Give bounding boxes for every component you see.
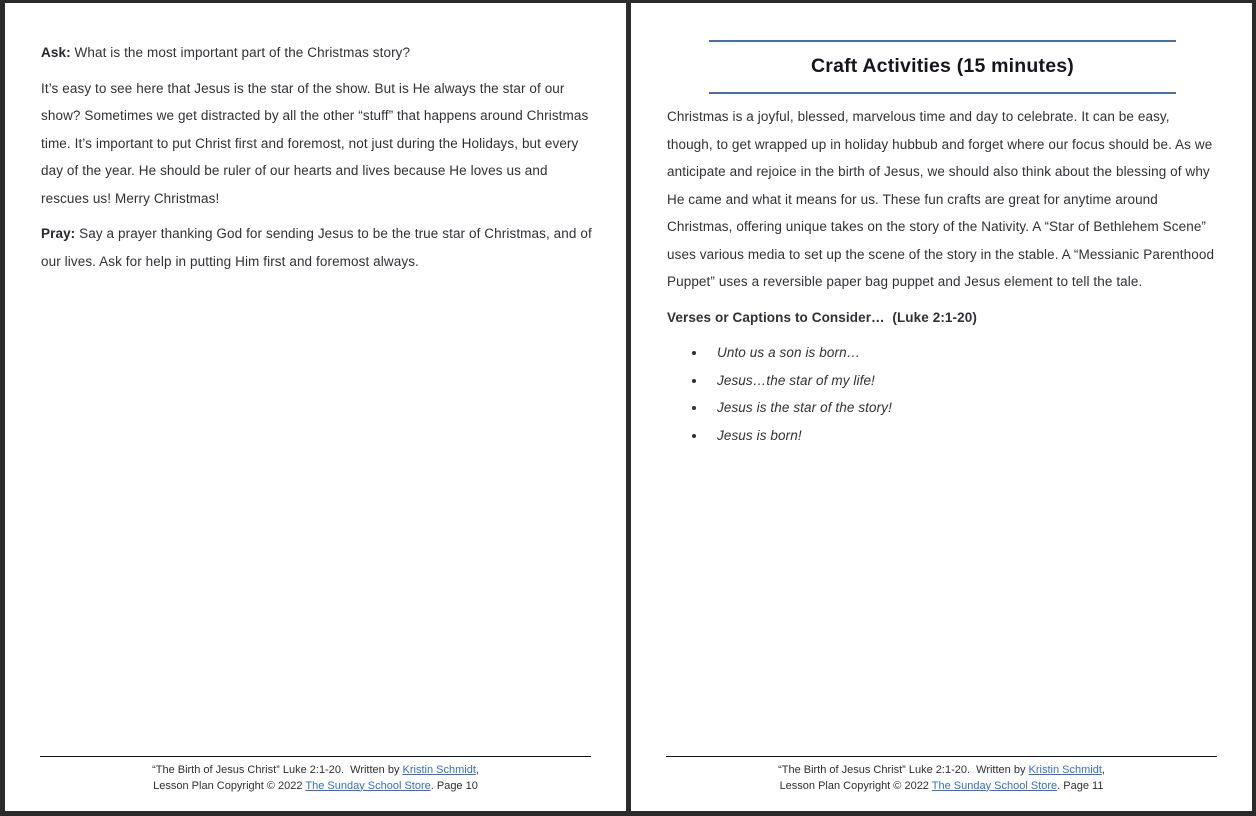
page-left (5, 3, 626, 811)
page-right (631, 3, 1252, 811)
verses-heading: Verses or Captions to Consider… (Luke 2:1-20) (667, 309, 977, 325)
footer-line1-after: , (1101, 764, 1105, 776)
footer-title-text: “The Birth of Jesus Christ” Luke 2:1-20. Written by (778, 764, 1029, 776)
heading-rule-bottom (709, 92, 1176, 94)
page-right-content (631, 3, 1252, 449)
footer-line-2 (666, 779, 1217, 795)
verse-bullet: • Unto us a son is born… (707, 339, 1218, 367)
verse-bullet: • Jesus is born! (707, 422, 1218, 450)
footer-line-1 (40, 763, 591, 779)
page-right-footer (666, 756, 1217, 794)
craft-intro-paragraph: Christmas is a joyful, blessed, marvelous time and day to celebrate. It can be easy, though, to get wrapped up in holiday hubbub and forget where our focus should be. As we anticipate and rejoice in the birth of Jesus, we should also think about the blessing of why He came and what it means for us. These fun crafts are great for anytime around Christmas, offering unique takes on the story of the Nativity. A “Star of Bethlehem Scene” uses various media to set up the scene of the story in the stable. A “Messianic Parenthood Puppet” uses a reversible paper bag puppet and Jesus element to tell the tale. (667, 109, 1215, 289)
footer-line-2 (40, 779, 591, 795)
footer-title-text: “The Birth of Jesus Christ” Luke 2:1-20. Written by (152, 764, 403, 776)
store-link[interactable]: The Sunday School Store (305, 779, 431, 792)
page-number-left: . Page 10 (430, 779, 478, 792)
lesson-body-paragraph: It’s easy to see here that Jesus is the star of the show. But is He always the star of our show? Sometimes we get distracted by all the other “stuff” that happens around Christmas time. It’s important to put Christ first and foremost, not just during the Holidays, but every day of the year. He should be ruler of our hearts and lives because He loves us and rescues us! Merry Christmas! (41, 80, 589, 206)
page-number-right: . Page 11 (1057, 779, 1104, 792)
section-title: Craft Activities (15 minutes) (811, 55, 1074, 77)
footer-text (40, 763, 591, 794)
footer-copyright-text: Lesson Plan Copyright © 2022 (153, 779, 306, 792)
author-link[interactable]: Kristin Schmidt (402, 764, 476, 776)
author-link[interactable]: Kristin Schmidt (1028, 764, 1102, 776)
footer-divider-line (40, 756, 591, 757)
ask-paragraph (41, 39, 592, 67)
pray-label: Pray: (41, 226, 76, 241)
ask-question-text: What is the most important part of the Christmas story? (70, 45, 411, 60)
pray-instruction-text: Say a prayer thanking God for sending Jesus to be the true star of Christmas, and of our lives. Ask for help in putting Him first and foremost always. (41, 226, 592, 269)
footer-divider-line (666, 756, 1217, 757)
verse-list (667, 339, 1218, 449)
verse-bullet: • Jesus is the star of the story! (707, 394, 1218, 422)
page-left-footer (40, 756, 591, 794)
heading-rule-top (709, 40, 1176, 42)
footer-text (666, 763, 1217, 794)
footer-line-1 (666, 763, 1217, 779)
pray-paragraph (41, 220, 592, 275)
store-link[interactable]: The Sunday School Store (931, 779, 1058, 792)
page-left-content (5, 3, 626, 275)
verse-bullet: • Jesus…the star of my life! (707, 367, 1218, 395)
footer-line1-after: , (475, 764, 479, 776)
footer-copyright-text: Lesson Plan Copyright © 2022 (779, 779, 932, 792)
ask-label: Ask: (41, 45, 71, 60)
section-heading-block (709, 40, 1176, 94)
